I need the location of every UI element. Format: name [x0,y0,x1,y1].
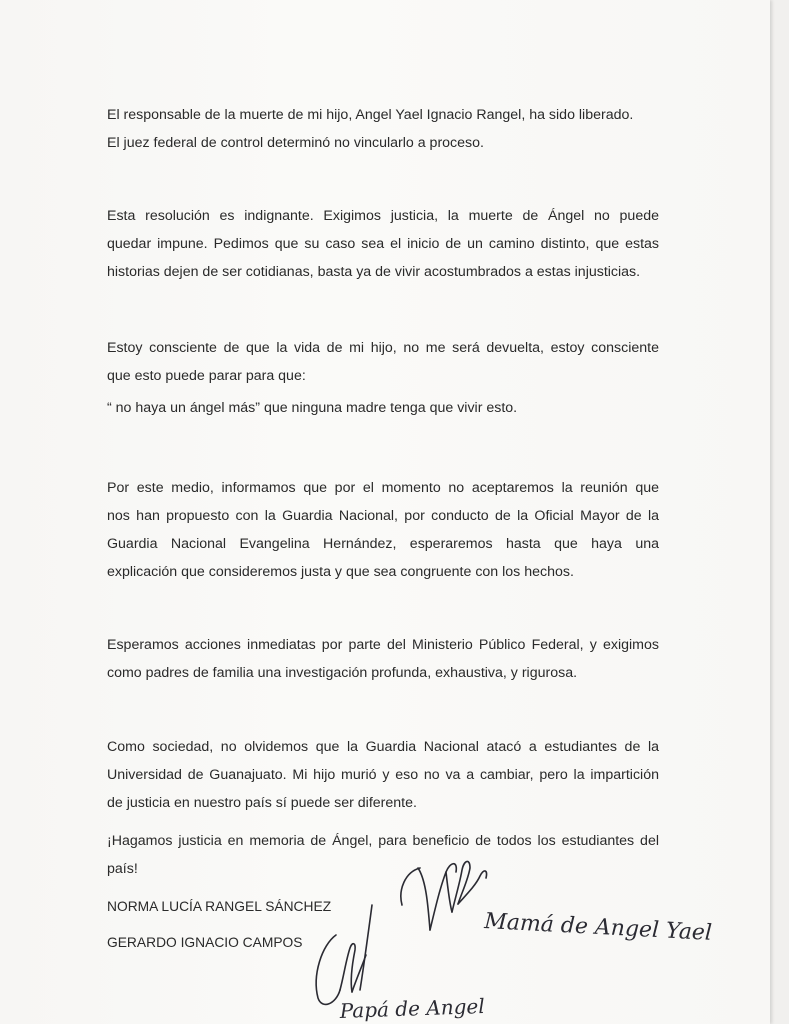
handwritten-note-1: Mamá de Angel Yael [483,909,713,946]
paragraph-6-line-1: Como sociedad, no olvidemos que la Guardia Nacional atacó a estudiantes de la [107,739,659,755]
handwritten-note-2: Papá de Angel [339,993,486,1023]
signature-1-scribble [401,861,487,930]
paragraph-4-line-2: nos han propuesto con la Guardia Nacional, por conducto de la Oficial Mayor de la [107,508,659,524]
paragraph-4-line-3: Guardia Nacional Evangelina Hernández, esperaremos hasta que haya una [107,536,659,552]
paragraph-7-line-1: ¡Hagamos justicia en memoria de Ángel, para beneficio de todos los estudiantes del [107,833,659,849]
paragraph-4-line-4: explicación que consideremos justa y que sea congruente con los hechos. [107,564,574,580]
paragraph-7-line-2: país! [107,861,138,877]
signature-2-scribble [316,905,372,1004]
signer-name-2: GERARDO IGNACIO CAMPOS [107,935,303,950]
paragraph-2-line-2: quedar impune. Pedimos que su caso sea el inicio de un camino distinto, que estas [107,236,659,252]
paragraph-1-line-2: El juez federal de control determinó no vincularlo a proceso. [107,135,484,151]
signer-name-1: NORMA LUCÍA RANGEL SÁNCHEZ [107,899,332,914]
paragraph-5-line-1: Esperamos acciones inmediatas por parte del Ministerio Público Federal, y exigimos [107,637,659,653]
paragraph-3-line-2: que esto puede parar para que: [107,368,306,384]
paragraph-2-line-3: historias dejen de ser cotidianas, basta ya de vivir acostumbrados a estas injusticias. [107,264,641,280]
paragraph-2-line-1: Esta resolución es indignante. Exigimos justicia, la muerte de Ángel no puede [107,208,659,224]
paragraph-1-line-1: El responsable de la muerte de mi hijo, Angel Yael Ignacio Rangel, ha sido liberado. [107,107,634,123]
quote-line: “ no haya un ángel más” que ninguna madre tenga que vivir esto. [107,400,518,416]
paragraph-6-line-3: de justicia en nuestro país sí puede ser diferente. [107,795,417,811]
paragraph-3-line-1: Estoy consciente de que la vida de mi hijo, no me será devuelta, estoy consciente [107,340,659,356]
paragraph-5-line-2: como padres de familia una investigación profunda, exhaustiva, y rigurosa. [107,665,578,681]
paragraph-6-line-2: Universidad de Guanajuato. Mi hijo murió y eso no va a cambiar, pero la impartición [107,767,659,783]
paragraph-4-line-1: Por este medio, informamos que por el momento no aceptaremos la reunión que [107,480,659,496]
